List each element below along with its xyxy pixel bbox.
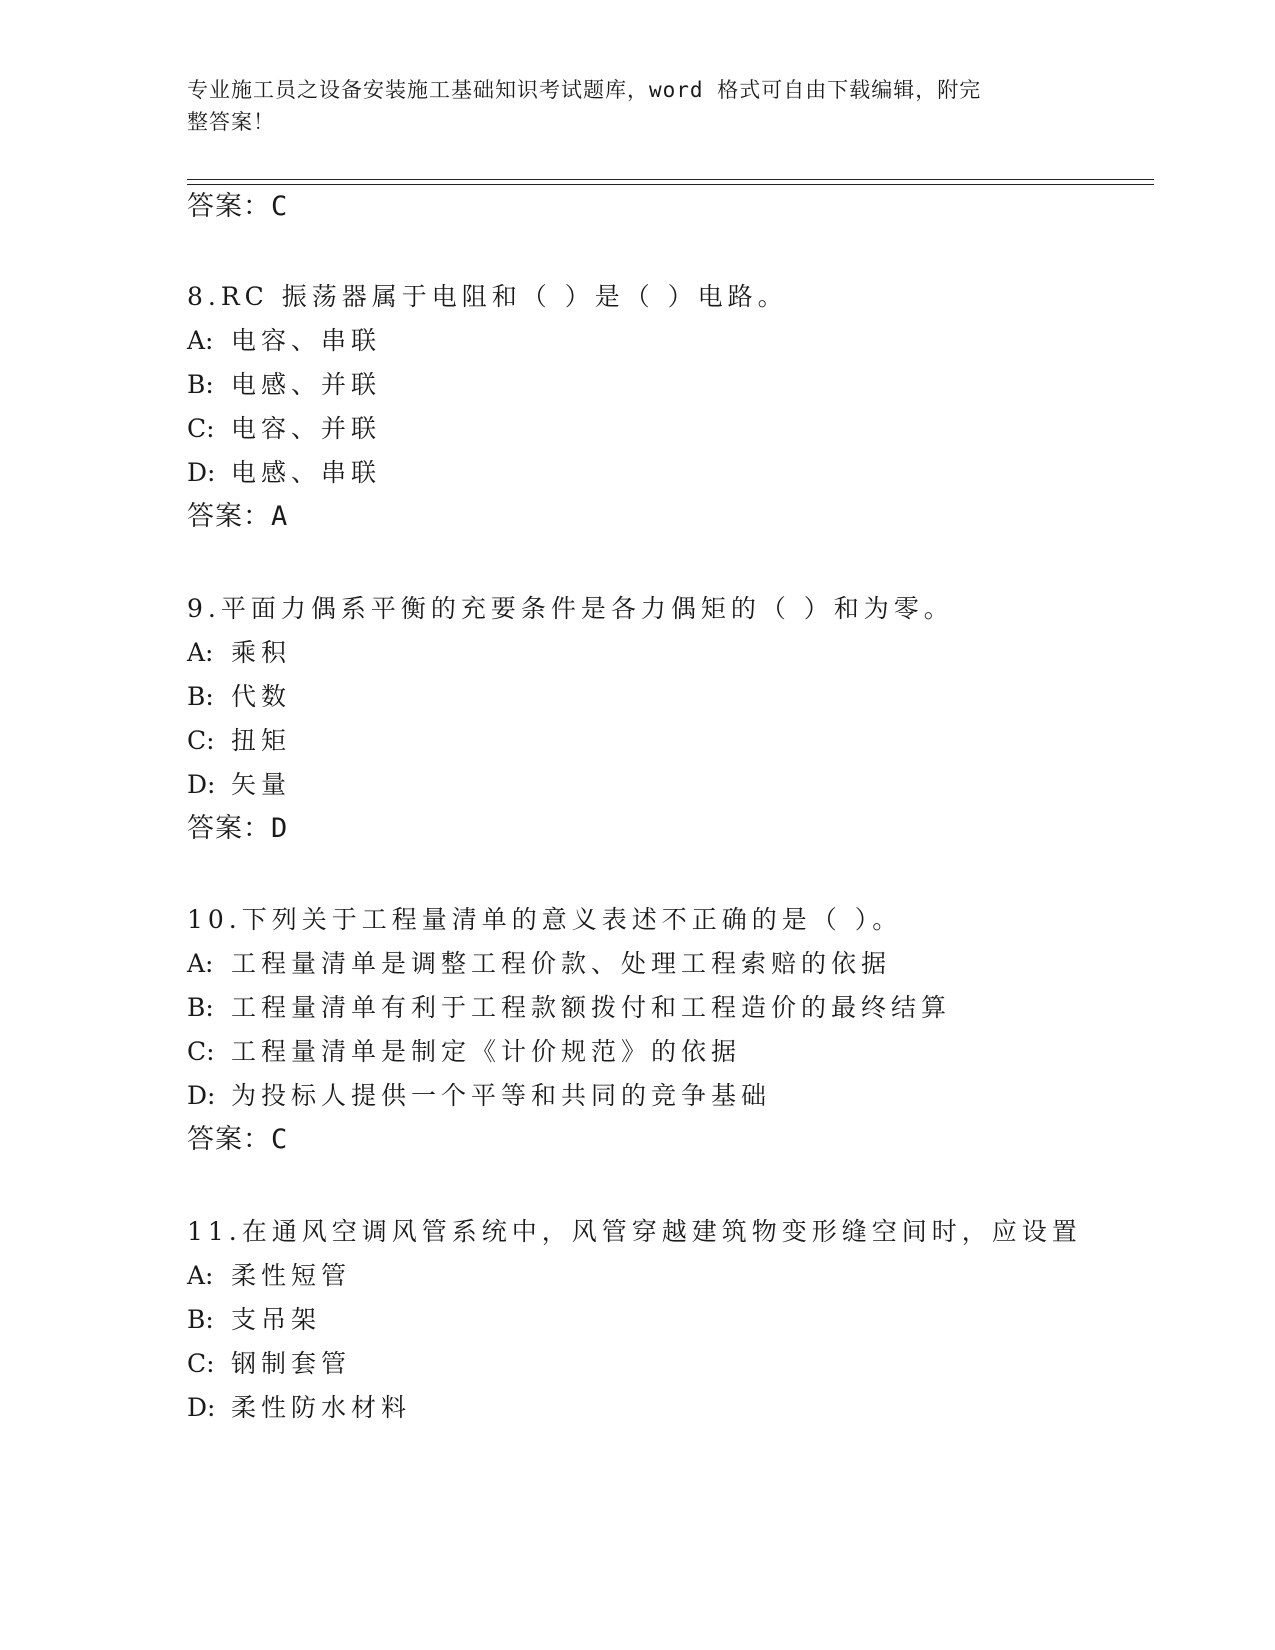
option-8-d xyxy=(187,456,381,490)
option-letter: D: xyxy=(187,1393,216,1422)
option-text: 工程量清单是制定《计价规范》的依据 xyxy=(231,1037,742,1066)
option-text: 柔性防水材料 xyxy=(231,1393,412,1422)
option-letter: A: xyxy=(187,638,214,667)
question-10: 10.下列关于工程量清单的意义表述不正确的是（ ）。 xyxy=(187,905,903,934)
option-9-d xyxy=(187,768,291,802)
header-line-2: 整答案！ xyxy=(187,110,275,134)
option-9-c xyxy=(187,724,291,758)
option-text: 矢量 xyxy=(231,770,292,799)
option-text: 为投标人提供一个平等和共同的竞争基础 xyxy=(231,1081,772,1110)
option-text: 电容、并联 xyxy=(231,414,382,443)
question-11: 11.在通风空调风管系统中，风管穿越建筑物变形缝空间时，应设置 xyxy=(187,1217,1082,1246)
option-11-d xyxy=(187,1391,411,1425)
option-letter: B: xyxy=(187,682,214,711)
option-letter: D: xyxy=(187,770,216,799)
document-header xyxy=(187,74,1067,138)
option-10-a xyxy=(187,947,891,981)
option-text: 柔性短管 xyxy=(231,1261,352,1290)
option-8-b xyxy=(187,368,381,402)
option-11-c xyxy=(187,1347,351,1381)
option-letter: A: xyxy=(187,1261,214,1290)
header-divider-bottom xyxy=(187,184,1154,185)
option-letter: B: xyxy=(187,370,214,399)
option-letter: C: xyxy=(187,1037,215,1066)
option-text: 工程量清单有利于工程款额拨付和工程造价的最终结算 xyxy=(231,993,952,1022)
option-9-a xyxy=(187,636,291,670)
question-8: 8.RC 振荡器属于电阻和（ ）是（ ）电路。 xyxy=(187,282,788,311)
option-letter: D: xyxy=(187,1081,216,1110)
option-text: 电感、串联 xyxy=(231,458,382,487)
option-letter: B: xyxy=(187,993,214,1022)
option-letter: C: xyxy=(187,414,215,443)
option-text: 钢制套管 xyxy=(231,1349,352,1378)
option-text: 乘积 xyxy=(231,638,292,667)
option-letter: C: xyxy=(187,1349,215,1378)
option-text: 电容、串联 xyxy=(231,326,382,355)
option-text: 电感、并联 xyxy=(231,370,382,399)
option-letter: A: xyxy=(187,949,214,978)
option-10-c xyxy=(187,1035,741,1069)
answer-9: 答案：D xyxy=(187,813,289,844)
option-letter: B: xyxy=(187,1305,214,1334)
option-10-d xyxy=(187,1079,771,1113)
answer-previous: 答案：C xyxy=(187,191,289,222)
option-letter: C: xyxy=(187,726,215,755)
header-line-1: 专业施工员之设备安装施工基础知识考试题库，word 格式可自由下载编辑，附完 xyxy=(187,78,982,102)
option-letter: A: xyxy=(187,326,214,355)
option-text: 代数 xyxy=(231,682,292,711)
question-9: 9.平面力偶系平衡的充要条件是各力偶矩的（ ）和为零。 xyxy=(187,594,954,623)
option-letter: D: xyxy=(187,458,216,487)
header-divider-top xyxy=(187,179,1154,180)
option-text: 支吊架 xyxy=(231,1305,322,1334)
option-9-b xyxy=(187,680,291,714)
option-11-b xyxy=(187,1303,321,1337)
answer-8: 答案：A xyxy=(187,501,289,532)
option-10-b xyxy=(187,991,951,1025)
option-text: 扭矩 xyxy=(231,726,292,755)
answer-10: 答案：C xyxy=(187,1124,289,1155)
option-text: 工程量清单是调整工程价款、处理工程索赔的依据 xyxy=(231,949,892,978)
option-8-a xyxy=(187,324,381,358)
option-8-c xyxy=(187,412,381,446)
option-11-a xyxy=(187,1259,351,1293)
